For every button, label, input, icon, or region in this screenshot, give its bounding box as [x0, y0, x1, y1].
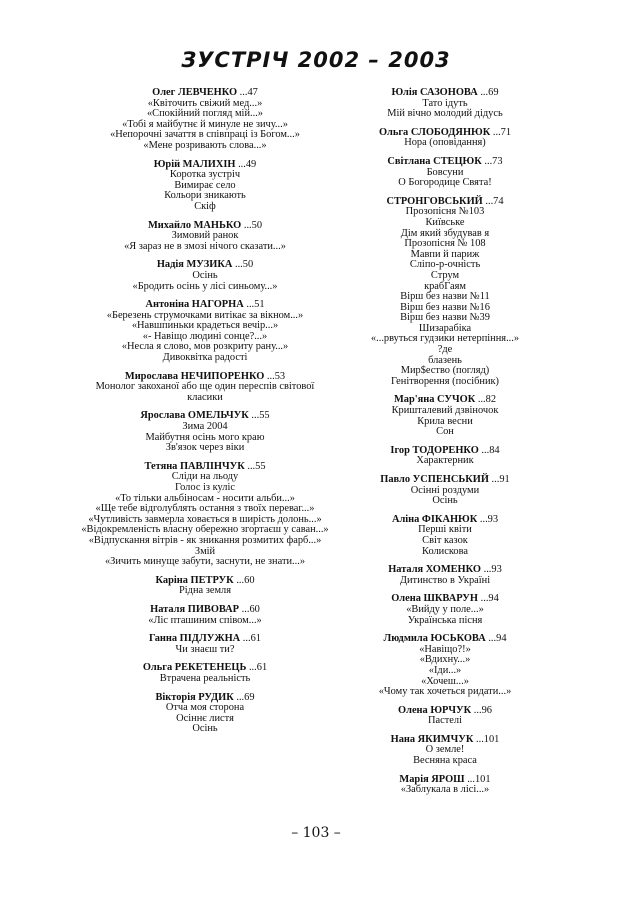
work-title: «Відокремленість власну обережно згортаєш у саван...»: [81, 524, 329, 536]
work-title: «Бродить осінь у лісі синьому...»: [132, 280, 278, 292]
work-title: Отча моя сторона: [165, 702, 245, 714]
contents-entry: [320, 775, 570, 796]
work-title: «Зичить минуще забути, заснути, не знати...»: [104, 556, 306, 568]
author-page-ref: ...74: [485, 195, 504, 207]
author-page-ref: ...101: [476, 733, 500, 745]
author-page-ref: ...51: [246, 299, 265, 311]
work-title: Вірш без назви №39: [400, 312, 490, 324]
author-page-ref: ...50: [234, 259, 254, 271]
work-title: «Ліс пташиним співом...»: [148, 614, 262, 626]
work-title: Монолог закоханої або ще один переспів світової класики: [95, 381, 315, 403]
work-title: «Відпускання вітрів - як зникання розмитих фарб...»: [88, 534, 322, 546]
work-title: Київське: [425, 216, 465, 228]
work-title: «Хочеш...»: [421, 675, 469, 687]
author-line: [320, 157, 570, 168]
author-name: Ганна ПІДЛУЖНА: [149, 633, 241, 645]
author-name: Наталя ХОМЕНКО: [388, 564, 481, 576]
author-line: [80, 88, 330, 99]
author-name: Олег ЛЕВЧЕНКО: [152, 87, 238, 98]
work-title: О Богородице Свята!: [398, 177, 492, 189]
work-title: «Непорочні зачаття в співпраці із Богом...»: [110, 129, 300, 141]
contents-entry: [320, 515, 570, 557]
contents-entry: [80, 663, 330, 684]
work-title: «Заблукала в лісі...»: [400, 784, 490, 796]
work-title: Пастелі: [428, 715, 462, 727]
author-name: СТРОНГОВСЬКИЙ: [386, 195, 483, 207]
work-title: Шизарабіка: [418, 322, 472, 334]
work-title: «То тільки альбіносам - носити альби...»: [115, 492, 295, 504]
work-title: Сліди на льоду: [171, 471, 239, 483]
contents-entry: [320, 594, 570, 626]
author-page-ref: ...94: [480, 593, 499, 605]
work-title: Дитинство в Україні: [399, 574, 491, 586]
work-title: Рідна земля: [179, 585, 231, 597]
contents-entry: [80, 300, 330, 364]
author-page-ref: ...69: [480, 87, 499, 98]
author-name: Юлія САЗОНОВА: [391, 87, 478, 98]
contents-entry: [80, 462, 330, 568]
author-page-ref: ...69: [236, 691, 255, 703]
work-title: Зв'язок через віки: [165, 442, 245, 454]
author-line: [80, 605, 330, 616]
author-name: Надія МУЗИКА: [156, 259, 233, 271]
author-name: Ольга РЕКЕТЕНЕЦЬ: [142, 662, 247, 674]
work-title: Осінь: [432, 495, 458, 507]
work-title: Осіннє листя: [176, 712, 234, 724]
work-title: Мир$ество (погляд): [400, 365, 490, 377]
contents-right-column: [320, 88, 570, 804]
author-name: Світлана СТЕЦЮК: [387, 155, 482, 167]
work-title: Весняна краса: [413, 755, 477, 767]
work-title: «...рвуться гудзики нетерпіння...»: [370, 333, 520, 345]
work-title: О земле!: [425, 744, 465, 756]
work-title: Кольори зникають: [164, 190, 246, 202]
contents-entry: [320, 157, 570, 189]
author-name: Михайло МАНЬКО: [147, 219, 242, 231]
contents-entry: [80, 605, 330, 626]
author-page-ref: ...55: [247, 460, 266, 472]
work-title: Скіф: [194, 200, 216, 212]
author-name: Наталя ПИВОВАР: [150, 603, 240, 615]
contents-entry: [80, 576, 330, 597]
contents-entry: [80, 411, 330, 453]
work-title: Зима 2004: [182, 421, 228, 433]
contents-entry: [80, 372, 330, 404]
work-title: Тато ідуть: [422, 97, 468, 109]
author-page-ref: ...49: [238, 158, 257, 170]
author-name: Юрій МАЛИХІН: [153, 158, 236, 170]
work-title: «- Навіщо людині сонце?...»: [142, 330, 268, 342]
author-page-ref: ...73: [484, 155, 503, 167]
contents-entry: [320, 634, 570, 698]
author-page-ref: ...91: [491, 474, 510, 485]
work-title: Мавпи й париж: [410, 248, 480, 260]
work-title: Майбутня осінь мого краю: [145, 431, 265, 443]
author-name: Мар'яна СУЧОК: [393, 394, 476, 406]
contents-entry: [80, 160, 330, 213]
contents-entry: [80, 221, 330, 253]
work-title: Осінь: [192, 723, 218, 735]
author-name: Олена ШКВАРУН: [391, 593, 479, 605]
work-title: Змій: [194, 545, 216, 557]
work-title: «Вийду у поле...»: [406, 603, 484, 615]
author-line: [320, 475, 570, 486]
work-title: Кришталевий дзвіночок: [391, 405, 499, 417]
work-title: Осінь: [192, 269, 218, 281]
work-title: Втрачена реальність: [159, 672, 251, 684]
work-title: «Навшпиньки крадеться вечір...»: [131, 320, 279, 332]
work-title: Голос із куліс: [175, 482, 235, 493]
contents-entry: [80, 260, 330, 292]
author-page-ref: ...55: [251, 410, 270, 422]
author-page-ref: ...101: [467, 773, 491, 785]
contents-entry: [320, 565, 570, 586]
author-name: Олена ЮРЧУК: [398, 704, 472, 716]
work-title: крабГаям: [424, 280, 466, 292]
author-name: Каріна ПЕТРУК: [155, 574, 234, 586]
work-title: Вірш без назви №16: [400, 301, 490, 313]
contents-entry: [80, 634, 330, 655]
work-title: Осінні роздуми: [410, 484, 480, 496]
work-title: «Вдихну...»: [419, 654, 471, 666]
author-name: Ігор ТОДОРЕНКО: [390, 444, 479, 456]
author-page-ref: ...53: [266, 370, 286, 382]
work-title: блазень: [428, 354, 462, 366]
work-title: «Навіщо?!»: [419, 643, 471, 655]
work-title: Сон: [436, 426, 454, 438]
contents-entry: [320, 128, 570, 149]
work-title: Прозопісня №103: [405, 206, 485, 218]
author-name: Тетяна ПАВЛІНЧУК: [144, 460, 245, 472]
work-title: Світ казок: [422, 534, 468, 546]
page-title: ЗУСТРІЧ 2002 – 2003: [181, 48, 451, 72]
work-title: Крила весни: [417, 415, 473, 427]
author-page-ref: ...50: [243, 219, 263, 231]
work-title: «Іди...»: [428, 664, 462, 676]
work-title: «Квіточить свіжий мед...»: [147, 97, 263, 109]
author-page-ref: ...60: [236, 574, 255, 586]
contents-entry: [80, 693, 330, 735]
work-title: Колискова: [422, 545, 468, 557]
author-line: [320, 88, 570, 99]
work-title: «Ще тебе відголублять остання з твоїх переваг...»: [95, 503, 315, 515]
work-title: ?де: [437, 344, 453, 356]
author-name: Марія ЯРОШ: [399, 773, 465, 785]
work-title: Перші квіти: [418, 524, 472, 536]
work-title: Бовсуни: [426, 166, 464, 178]
author-name: Нана ЯКИМЧУК: [390, 733, 474, 745]
author-name: Аліна ФІКАНЮК: [391, 513, 478, 525]
work-title: «Я зараз не в змозі нічого сказати...»: [124, 240, 286, 252]
author-name: Ольга СЛОБОДЯНЮК: [378, 126, 491, 138]
contents-entry: [320, 475, 570, 507]
author-page-ref: ...82: [477, 394, 497, 406]
contents-entry: [320, 197, 570, 388]
work-title: Дивоквітка радості: [162, 352, 248, 364]
author-name: Вікторія РУДИК: [155, 691, 234, 703]
work-title: Мій вічно молодий дідусь: [387, 108, 503, 120]
work-title: Генітворення (посібник): [390, 375, 500, 387]
work-title: Струм: [430, 269, 460, 281]
author-page-ref: ...94: [488, 633, 507, 645]
work-title: «Березень струмочками витікає за вікном...»: [106, 309, 304, 321]
work-title: «Спокійний погляд мій...»: [146, 108, 263, 120]
work-title: Характерник: [416, 455, 474, 467]
contents-entry: [80, 88, 330, 152]
author-name: Мирослава НЕЧИПОРЕНКО: [124, 370, 265, 382]
author-name: Ярослава ОМЕЛЬЧУК: [140, 410, 249, 422]
work-title: Прозопісня № 108: [404, 238, 486, 250]
author-name: Людмила ЮСЬКОВА: [383, 633, 486, 645]
contents-entry: [320, 446, 570, 467]
work-title: «Чому так хочеться ридати...»: [378, 686, 512, 698]
work-title: «Тобі я майбутнє й минуле не зичу...»: [122, 118, 288, 130]
work-title: Коротка зустріч: [169, 169, 241, 181]
page-number: – 103 –: [291, 825, 341, 841]
author-page-ref: ...96: [473, 704, 492, 716]
contents-left-column: [80, 88, 330, 743]
author-page-ref: ...60: [241, 603, 260, 615]
contents-entry: [320, 395, 570, 437]
work-title: Чи знаєш ти?: [175, 643, 235, 655]
work-title: Сліпо-р-очність: [409, 259, 481, 271]
work-title: «Чутливість завмерла ховається в ширість долонь...»: [88, 513, 322, 525]
contents-entry: [320, 88, 570, 120]
work-title: «Мене розривають слова...»: [143, 139, 267, 151]
work-title: Нора (оповідання): [404, 137, 486, 149]
author-page-ref: ...61: [242, 633, 261, 645]
work-title: Вірш без назви №11: [400, 291, 490, 303]
author-page-ref: ...93: [479, 513, 499, 525]
work-title: Українська пісня: [407, 614, 483, 626]
author-name: Павло УСПЕНСЬКИЙ: [380, 474, 489, 485]
work-title: «Несла я слово, мов розкриту рану...»: [121, 341, 289, 353]
author-page-ref: ...61: [248, 662, 268, 674]
contents-entry: [320, 706, 570, 727]
author-page-ref: ...71: [492, 126, 512, 138]
author-page-ref: ...93: [483, 564, 502, 576]
work-title: Вимирає село: [174, 179, 236, 191]
author-name: Антоніна НАГОРНА: [145, 299, 244, 311]
work-title: Дім який збудував я: [400, 227, 490, 239]
work-title: Зимовий ранок: [171, 230, 239, 242]
author-page-ref: ...84: [481, 444, 500, 456]
contents-entry: [320, 735, 570, 767]
author-page-ref: ...47: [239, 87, 258, 98]
